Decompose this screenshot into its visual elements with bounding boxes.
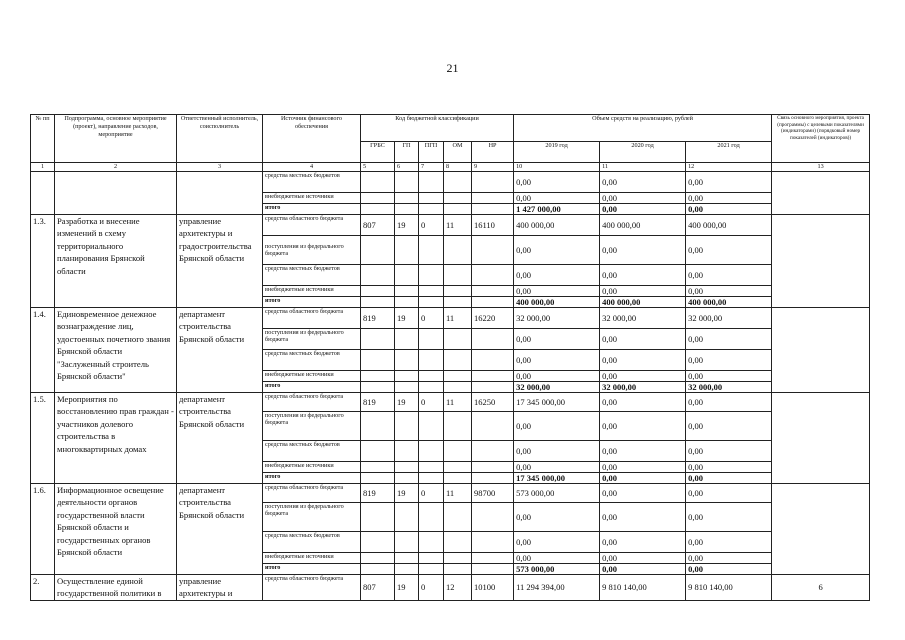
value-cell: 0,00 <box>686 172 772 193</box>
table-row <box>31 308 870 329</box>
source-cell: внебюджетные источники <box>263 553 361 564</box>
value-cell: 0,00 <box>686 350 772 371</box>
total-cell: 32 000,00 <box>686 382 772 393</box>
value-cell: 0,00 <box>686 532 772 553</box>
value-cell: 0,00 <box>686 286 772 297</box>
value-cell: 0,00 <box>600 265 686 286</box>
value-cell: 400 000,00 <box>514 215 600 236</box>
total-cell: 32 000,00 <box>600 382 686 393</box>
source-cell: итого <box>263 473 361 484</box>
value-cell: 0,00 <box>600 462 686 473</box>
value-cell: 0,00 <box>686 441 772 462</box>
indicator-link: 6 <box>772 575 870 601</box>
subheader-nr: НР <box>472 142 514 163</box>
source-cell: поступления из федерального бюджета <box>263 503 361 532</box>
item-name: Осуществление единой государственной политики в <box>55 575 177 601</box>
code-gp: 19 <box>395 575 419 601</box>
value-cell: 400 000,00 <box>600 215 686 236</box>
subheader-2020: 2020 год <box>600 142 686 163</box>
value-cell: 0,00 <box>686 462 772 473</box>
value-cell: 32 000,00 <box>686 308 772 329</box>
value-cell: 0,00 <box>686 329 772 350</box>
value-cell: 0,00 <box>600 286 686 297</box>
source-cell: средства местных бюджетов <box>263 350 361 371</box>
value-cell: 9 810 140,00 <box>600 575 686 601</box>
code-grbs: 819 <box>361 393 395 412</box>
source-cell: средства областного бюджета <box>263 484 361 503</box>
total-cell: 0,00 <box>686 204 772 215</box>
item-responsible: департамент строительства Брянской области <box>177 308 263 393</box>
code-gp: 19 <box>395 484 419 503</box>
value-cell: 573 000,00 <box>514 484 600 503</box>
col-number: 13 <box>772 163 870 172</box>
value-cell: 0,00 <box>686 393 772 412</box>
col-number: 1 <box>31 163 55 172</box>
item-responsible: департамент строительства Брянской области <box>177 393 263 484</box>
code-om: 11 <box>444 308 472 329</box>
item-index: 1.6. <box>31 484 55 575</box>
header-row <box>31 115 870 142</box>
total-cell: 0,00 <box>600 473 686 484</box>
value-cell: 0,00 <box>514 412 600 441</box>
value-cell: 0,00 <box>514 553 600 564</box>
col-number: 3 <box>177 163 263 172</box>
value-cell: 0,00 <box>600 371 686 382</box>
item-index: 2. <box>31 575 55 601</box>
value-cell: 0,00 <box>686 553 772 564</box>
item-name: Единовременное денежное вознаграждение лиц, удостоенных почетного звания Брянской области "Заслуженный строитель Брянской области" <box>55 308 177 393</box>
subheader-2019: 2019 год <box>514 142 600 163</box>
value-cell: 0,00 <box>514 503 600 532</box>
col-number: 8 <box>444 163 472 172</box>
value-cell: 0,00 <box>600 441 686 462</box>
column-number-row <box>31 163 870 172</box>
value-cell: 0,00 <box>600 412 686 441</box>
code-om: 11 <box>444 215 472 236</box>
source-cell: средства областного бюджета <box>263 393 361 412</box>
header-link: Связь основного мероприятия, проекта (программы) с целевыми показателями (индикаторами) (порядковый номер показателей (индикаторов)) <box>772 115 870 163</box>
source-cell: средства областного бюджета <box>263 308 361 329</box>
source-cell: средства местных бюджетов <box>263 172 361 193</box>
value-cell: 17 345 000,00 <box>514 393 600 412</box>
code-om: 11 <box>444 393 472 412</box>
source-cell: итого <box>263 382 361 393</box>
col-number: 5 <box>361 163 395 172</box>
code-om: 12 <box>444 575 472 601</box>
value-cell: 0,00 <box>600 236 686 265</box>
value-cell: 0,00 <box>514 193 600 204</box>
item-name: Разработка и внесение изменений в схему территориального планирования Брянской области <box>55 215 177 308</box>
header-subprogram: Подпрограмма, основное мероприятие (проект), направление расходов, мероприятие <box>55 115 177 163</box>
table-row <box>31 215 870 236</box>
col-number: 11 <box>600 163 686 172</box>
total-cell: 1 427 000,00 <box>514 204 600 215</box>
total-cell: 17 345 000,00 <box>514 473 600 484</box>
value-cell: 0,00 <box>600 172 686 193</box>
code-gp: 19 <box>395 215 419 236</box>
source-cell: средства областного бюджета <box>263 575 361 601</box>
item-responsible: управление архитектуры и <box>177 575 263 601</box>
total-cell: 400 000,00 <box>686 297 772 308</box>
value-cell: 0,00 <box>514 329 600 350</box>
source-cell: итого <box>263 564 361 575</box>
code-pgp: 0 <box>419 215 444 236</box>
item-responsible: управление архитектуры и градостроительства Брянской области <box>177 215 263 308</box>
item-name: Мероприятия по восстановлению прав граждан - участников долевого строительства в многоквартирных домах <box>55 393 177 484</box>
value-cell: 0,00 <box>600 484 686 503</box>
header-no: № пп <box>31 115 55 163</box>
source-cell: внебюджетные источники <box>263 286 361 297</box>
item-index: 1.5. <box>31 393 55 484</box>
table-row <box>31 575 870 601</box>
code-pgp: 0 <box>419 308 444 329</box>
value-cell: 11 294 394,00 <box>514 575 600 601</box>
header-responsible: Ответственный исполнитель, соисполнитель <box>177 115 263 163</box>
item-index: 1.3. <box>31 215 55 308</box>
total-cell: 400 000,00 <box>514 297 600 308</box>
total-cell: 400 000,00 <box>600 297 686 308</box>
source-cell: итого <box>263 204 361 215</box>
col-number: 2 <box>55 163 177 172</box>
code-pgp: 0 <box>419 484 444 503</box>
source-cell: средства местных бюджетов <box>263 441 361 462</box>
value-cell: 0,00 <box>600 503 686 532</box>
code-pgp: 0 <box>419 393 444 412</box>
code-grbs: 819 <box>361 308 395 329</box>
source-cell: внебюджетные источники <box>263 193 361 204</box>
value-cell: 0,00 <box>600 350 686 371</box>
value-cell: 0,00 <box>514 350 600 371</box>
col-number: 4 <box>263 163 361 172</box>
total-cell: 0,00 <box>600 204 686 215</box>
item-index: 1.4. <box>31 308 55 393</box>
subheader-om: ОМ <box>444 142 472 163</box>
table-row <box>31 484 870 503</box>
value-cell: 0,00 <box>686 412 772 441</box>
value-cell: 0,00 <box>514 265 600 286</box>
table-row <box>31 393 870 412</box>
header-volume: Объем средств на реализацию, рублей <box>514 115 772 142</box>
value-cell: 0,00 <box>514 441 600 462</box>
value-cell: 0,00 <box>514 286 600 297</box>
source-cell: средства местных бюджетов <box>263 532 361 553</box>
value-cell: 0,00 <box>600 193 686 204</box>
value-cell: 0,00 <box>514 236 600 265</box>
subheader-2021: 2021 год <box>686 142 772 163</box>
item-responsible: департамент строительства Брянской области <box>177 484 263 575</box>
total-cell: 32 000,00 <box>514 382 600 393</box>
col-number: 12 <box>686 163 772 172</box>
source-cell: поступления из федерального бюджета <box>263 236 361 265</box>
header-source: Источник финансового обеспечения <box>263 115 361 163</box>
subheader-gp: ГП <box>395 142 419 163</box>
code-grbs: 807 <box>361 215 395 236</box>
col-number: 7 <box>419 163 444 172</box>
value-cell: 0,00 <box>514 462 600 473</box>
value-cell: 0,00 <box>686 236 772 265</box>
subheader-pgp: ПГП <box>419 142 444 163</box>
value-cell: 0,00 <box>600 329 686 350</box>
value-cell: 0,00 <box>686 265 772 286</box>
budget-table <box>30 114 870 601</box>
code-nr: 16250 <box>472 393 514 412</box>
source-cell: средства областного бюджета <box>263 215 361 236</box>
value-cell: 0,00 <box>514 371 600 382</box>
total-cell: 0,00 <box>686 564 772 575</box>
source-cell: внебюджетные источники <box>263 462 361 473</box>
col-number: 10 <box>514 163 600 172</box>
page-number: 21 <box>446 61 459 75</box>
code-nr: 98700 <box>472 484 514 503</box>
value-cell: 0,00 <box>686 484 772 503</box>
code-grbs: 819 <box>361 484 395 503</box>
value-cell: 400 000,00 <box>686 215 772 236</box>
value-cell: 0,00 <box>686 371 772 382</box>
item-name: Информационное освещение деятельности органов государственной власти Брянской области и государственных органов Брянской области <box>55 484 177 575</box>
header-budget-code: Код бюджетной классификации <box>361 115 514 142</box>
value-cell: 32 000,00 <box>514 308 600 329</box>
source-cell: итого <box>263 297 361 308</box>
source-cell: внебюджетные источники <box>263 371 361 382</box>
total-cell: 0,00 <box>686 473 772 484</box>
value-cell: 0,00 <box>600 553 686 564</box>
code-grbs: 807 <box>361 575 395 601</box>
value-cell: 0,00 <box>514 532 600 553</box>
code-gp: 19 <box>395 393 419 412</box>
source-cell: средства местных бюджетов <box>263 265 361 286</box>
source-cell: поступления из федерального бюджета <box>263 412 361 441</box>
col-number: 9 <box>472 163 514 172</box>
code-nr: 10100 <box>472 575 514 601</box>
code-om: 11 <box>444 484 472 503</box>
value-cell: 9 810 140,00 <box>686 575 772 601</box>
col-number: 6 <box>395 163 419 172</box>
code-nr: 16220 <box>472 308 514 329</box>
value-cell: 0,00 <box>600 393 686 412</box>
subheader-grbs: ГРБС <box>361 142 395 163</box>
code-nr: 16110 <box>472 215 514 236</box>
total-cell: 573 000,00 <box>514 564 600 575</box>
value-cell: 0,00 <box>514 172 600 193</box>
source-cell: поступления из федерального бюджета <box>263 329 361 350</box>
total-cell: 0,00 <box>600 564 686 575</box>
value-cell: 0,00 <box>686 193 772 204</box>
code-pgp: 0 <box>419 575 444 601</box>
value-cell: 0,00 <box>600 532 686 553</box>
table-row <box>31 172 870 193</box>
value-cell: 0,00 <box>686 503 772 532</box>
value-cell: 32 000,00 <box>600 308 686 329</box>
code-gp: 19 <box>395 308 419 329</box>
